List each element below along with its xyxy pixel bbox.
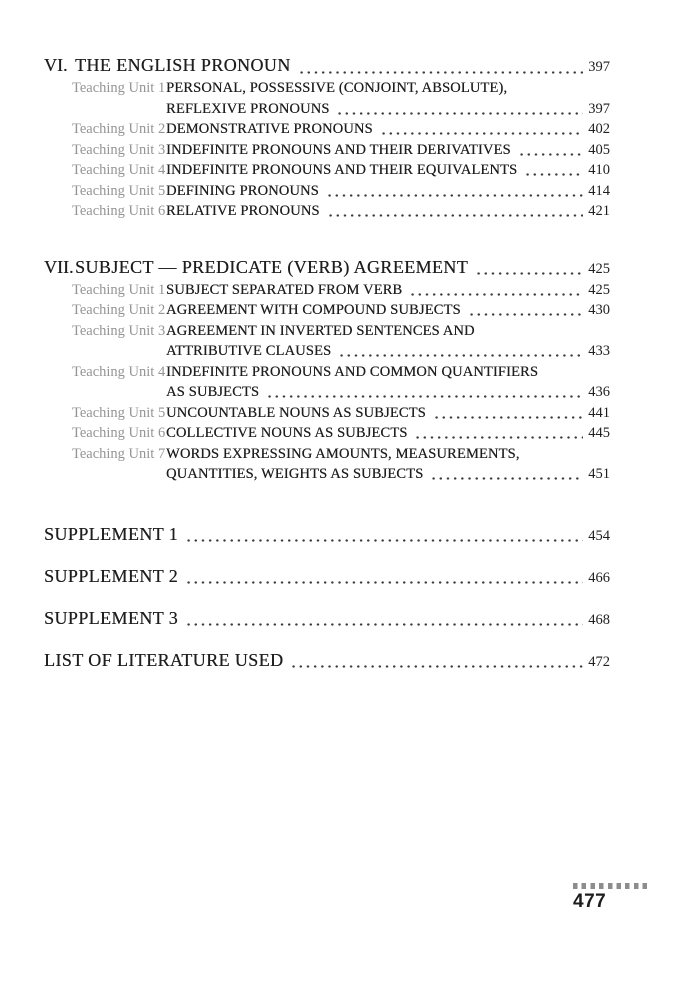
unit-title: AGREEMENT IN INVERTED SENTENCES AND	[166, 322, 475, 339]
teaching-unit-row	[44, 201, 610, 222]
unit-title: COLLECTIVE NOUNS AS SUBJECTS	[166, 425, 408, 441]
supplement-entry	[44, 523, 610, 547]
unit-title: AGREEMENT WITH COMPOUND SUBJECTS	[166, 302, 461, 318]
unit-title-line	[166, 140, 610, 161]
teaching-unit-row	[44, 362, 610, 403]
dot-leader	[185, 523, 583, 547]
dot-leader	[298, 54, 583, 78]
page-ref: 397	[588, 59, 610, 75]
unit-body	[166, 321, 610, 362]
dot-leader	[327, 201, 583, 222]
unit-title: INDEFINITE PRONOUNS AND THEIR EQUIVALENTS	[166, 162, 518, 178]
page-ref: 421	[588, 203, 610, 219]
page-ref: 405	[588, 141, 610, 158]
teaching-unit-label: Teaching Unit 2	[72, 121, 166, 137]
teaching-unit-label: Teaching Unit 5	[72, 182, 166, 199]
dot-leader	[475, 256, 583, 280]
unit-title-line	[166, 321, 610, 342]
supplement-entry	[44, 607, 610, 631]
dot-leader	[430, 464, 583, 485]
unit-title-line	[166, 160, 610, 181]
unit-title-line	[166, 382, 610, 403]
page-ref: 441	[588, 404, 610, 421]
teaching-unit-row	[44, 403, 610, 424]
page-ref: 397	[588, 100, 610, 117]
unit-title: WORDS EXPRESSING AMOUNTS, MEASUREMENTS,	[166, 445, 520, 462]
teaching-unit-label: Teaching Unit 4	[72, 162, 166, 178]
unit-title: QUANTITIES, WEIGHTS AS SUBJECTS	[166, 466, 424, 482]
unit-title-line	[166, 201, 610, 222]
unit-title-line	[166, 341, 610, 362]
unit-body	[166, 160, 610, 181]
unit-title: AS SUBJECTS	[166, 384, 260, 400]
chapter-block-vi	[44, 54, 610, 222]
toc-page	[44, 54, 610, 673]
dot-leader	[326, 181, 583, 202]
dot-leader	[468, 300, 583, 321]
chapter-title: SUBJECT — PREDICATE (VERB) AGREEMENT	[75, 256, 469, 277]
teaching-unit-label: Teaching Unit 3	[72, 322, 166, 339]
teaching-unit-label: Teaching Unit 3	[72, 141, 166, 158]
chapter-heading	[44, 256, 610, 280]
teaching-unit-label: Teaching Unit 6	[72, 203, 166, 219]
entry-title: SUPPLEMENT 3	[44, 607, 178, 628]
dot-leader	[185, 565, 583, 589]
unit-body	[166, 444, 610, 485]
unit-body	[166, 181, 610, 202]
unit-title-line	[166, 362, 610, 383]
teaching-unit-row	[44, 280, 610, 301]
page-ref: 472	[588, 653, 610, 670]
chapter-heading	[44, 54, 610, 78]
dot-leader	[380, 119, 583, 140]
teaching-unit-label: Teaching Unit 1	[72, 80, 166, 96]
entry-title: LIST OF LITERATURE USED	[44, 649, 284, 670]
teaching-unit-row	[44, 140, 610, 161]
dot-leader	[524, 160, 583, 181]
page-ref: 433	[588, 343, 610, 359]
chapter-block-vii	[44, 256, 610, 485]
page-ref: 451	[588, 466, 610, 482]
teaching-unit-row	[44, 423, 610, 444]
chapter-title: THE ENGLISH PRONOUN	[75, 55, 291, 75]
page-ref: 425	[588, 260, 610, 277]
page-ref: 436	[588, 384, 610, 400]
teaching-unit-row	[44, 78, 610, 119]
unit-title-line	[166, 78, 610, 99]
page-marker-squares-icon	[573, 883, 650, 889]
supplement-entries	[44, 523, 610, 673]
dot-leader	[336, 99, 583, 120]
page-ref: 425	[588, 281, 610, 298]
entry-title: SUPPLEMENT 2	[44, 565, 178, 586]
unit-title-line	[166, 464, 610, 485]
dot-leader	[414, 423, 583, 444]
teaching-unit-row	[44, 444, 610, 485]
unit-title: SUBJECT SEPARATED FROM VERB	[166, 281, 403, 298]
unit-title: INDEFINITE PRONOUNS AND COMMON QUANTIFIERS	[166, 363, 539, 380]
literature-entry	[44, 649, 610, 673]
page-ref: 445	[588, 425, 610, 441]
page-footer	[573, 883, 650, 911]
unit-title-line	[166, 423, 610, 444]
unit-body	[166, 362, 610, 403]
chapter-numeral: VI.	[44, 55, 68, 75]
page-ref: 410	[588, 162, 610, 178]
unit-body	[166, 280, 610, 301]
teaching-unit-label: Teaching Unit 7	[72, 445, 166, 462]
page-ref: 454	[588, 527, 610, 544]
dot-leader	[185, 607, 583, 631]
unit-title: REFLEXIVE PRONOUNS	[166, 100, 330, 117]
unit-title: RELATIVE PRONOUNS	[166, 203, 320, 219]
unit-title: DEMONSTRATIVE PRONOUNS	[166, 121, 373, 137]
dot-leader	[409, 280, 583, 301]
unit-title: ATTRIBUTIVE CLAUSES	[166, 343, 332, 359]
unit-title: DEFINING PRONOUNS	[166, 182, 319, 199]
teaching-unit-row	[44, 119, 610, 140]
unit-title: INDEFINITE PRONOUNS AND THEIR DERIVATIVES	[166, 141, 511, 158]
supplement-entry	[44, 565, 610, 589]
entry-title: SUPPLEMENT 1	[44, 523, 178, 544]
chapter-numeral: VII.	[44, 256, 74, 277]
teaching-unit-label: Teaching Unit 2	[72, 302, 166, 318]
unit-title-line	[166, 444, 610, 465]
unit-title-line	[166, 119, 610, 140]
dot-leader	[290, 649, 583, 673]
teaching-unit-row	[44, 181, 610, 202]
dot-leader	[338, 341, 583, 362]
unit-title-line	[166, 403, 610, 424]
teaching-unit-label: Teaching Unit 6	[72, 425, 166, 441]
page-ref: 468	[588, 611, 610, 628]
teaching-unit-label: Teaching Unit 1	[72, 281, 166, 298]
page-ref: 466	[588, 569, 610, 586]
unit-body	[166, 300, 610, 321]
unit-body	[166, 78, 610, 119]
dot-leader	[433, 403, 583, 424]
unit-title-line	[166, 181, 610, 202]
unit-title-line	[166, 280, 610, 301]
unit-title: PERSONAL, POSSESSIVE (CONJOINT, ABSOLUTE),	[166, 80, 508, 96]
page-ref: 402	[588, 121, 610, 137]
page-number: 477	[573, 891, 607, 912]
teaching-unit-row	[44, 300, 610, 321]
unit-title-line	[166, 300, 610, 321]
unit-body	[166, 140, 610, 161]
teaching-unit-row	[44, 160, 610, 181]
teaching-unit-row	[44, 321, 610, 362]
unit-body	[166, 403, 610, 424]
unit-body	[166, 201, 610, 222]
teaching-unit-label: Teaching Unit 5	[72, 404, 166, 421]
unit-body	[166, 119, 610, 140]
page-ref: 430	[588, 302, 610, 318]
unit-title: UNCOUNTABLE NOUNS AS SUBJECTS	[166, 404, 426, 421]
page-ref: 414	[588, 182, 610, 199]
unit-title-line	[166, 99, 610, 120]
dot-leader	[266, 382, 583, 403]
teaching-unit-label: Teaching Unit 4	[72, 363, 166, 380]
unit-body	[166, 423, 610, 444]
dot-leader	[518, 140, 583, 161]
